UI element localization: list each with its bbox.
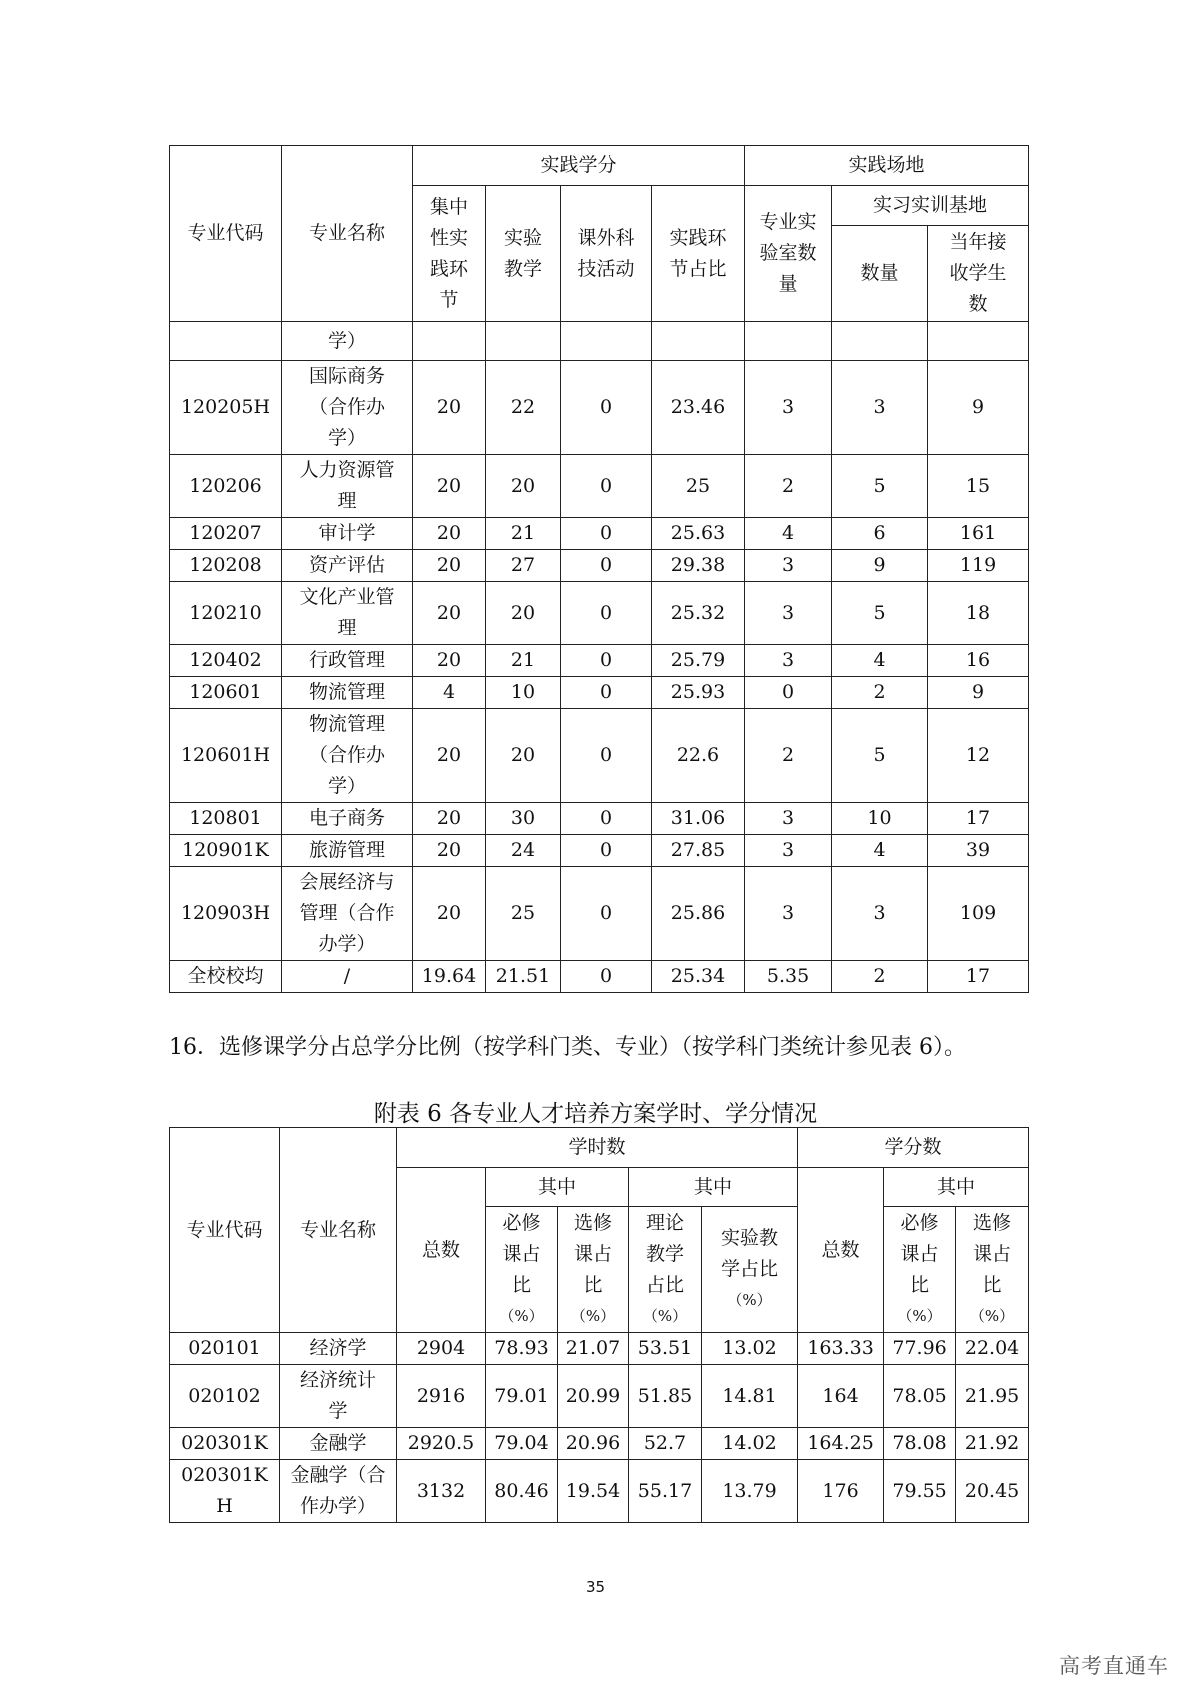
cell-code: 020101 (170, 1333, 280, 1365)
table-row (170, 361, 1029, 455)
cell-value: 21.95 (956, 1365, 1029, 1428)
col-header-among-2: 其中 (629, 1168, 798, 1207)
cell-value: 31.06 (652, 803, 745, 835)
cell-value: 19.64 (413, 961, 486, 993)
cell-value: 20 (486, 455, 561, 518)
hours-credits-table (169, 1127, 1029, 1523)
cell-value: 2916 (397, 1365, 486, 1428)
cell-value: 10 (486, 677, 561, 709)
cell-value: 27.85 (652, 835, 745, 867)
watermark: 高考直通车 (1059, 1654, 1169, 1678)
cell-value: 79.55 (884, 1460, 956, 1523)
col-header-total-credits: 总数 (798, 1168, 884, 1333)
cell-value: 2 (745, 455, 832, 518)
cell-value: 12 (928, 709, 1029, 803)
cell-value: 119 (928, 550, 1029, 582)
cell-value: 79.04 (486, 1428, 558, 1460)
cell-value: 6 (832, 518, 928, 550)
cell-value: 27 (486, 550, 561, 582)
col-header-labs: 专业实 验室数 量 (745, 186, 832, 322)
cell-value: 25.93 (652, 677, 745, 709)
cell-value: 3 (745, 550, 832, 582)
cell-value: 14.02 (702, 1428, 798, 1460)
cell-value: 163.33 (798, 1333, 884, 1365)
cell-value: 20 (413, 550, 486, 582)
cell-value: 3 (745, 803, 832, 835)
table-row (170, 803, 1029, 835)
col-header-name: 专业名称 (282, 146, 413, 322)
cell-code: 120402 (170, 645, 282, 677)
cell-name: 金融学 (280, 1428, 397, 1460)
cell-name: 物流管理 （合作办 学） (282, 709, 413, 803)
col-header-elective-credits: 选修 课占 比 （%） (956, 1207, 1029, 1333)
cell-value: 22 (486, 361, 561, 455)
cell-value: 0 (561, 709, 652, 803)
cell-value: 0 (561, 803, 652, 835)
cell-value: 20 (413, 582, 486, 645)
cell-name: 旅游管理 (282, 835, 413, 867)
table-row (170, 961, 1029, 993)
cell-value: 18 (928, 582, 1029, 645)
table-row (170, 835, 1029, 867)
cell-value: 3 (745, 645, 832, 677)
cell-code: 120903H (170, 867, 282, 961)
col-header-code: 专业代码 (170, 146, 282, 322)
cell-value: 0 (561, 361, 652, 455)
cell-value: 5 (832, 455, 928, 518)
cell-value: 21.92 (956, 1428, 1029, 1460)
cell-value: 51.85 (629, 1365, 702, 1428)
cell-value: 0 (561, 677, 652, 709)
cell-value: 25.32 (652, 582, 745, 645)
cell-value: 21 (486, 645, 561, 677)
cell-code: 120601 (170, 677, 282, 709)
cell-value: 3 (832, 867, 928, 961)
cell-value: 23.46 (652, 361, 745, 455)
cell-name: / (282, 961, 413, 993)
table-row (170, 1365, 1029, 1428)
cell-value: 25.86 (652, 867, 745, 961)
cell-name: 金融学（合 作办学） (280, 1460, 397, 1523)
cell-value: 20 (413, 455, 486, 518)
page-number: 35 (585, 1578, 606, 1596)
cell-code: 120601H (170, 709, 282, 803)
cell-value: 78.93 (486, 1333, 558, 1365)
cell-value: 2920.5 (397, 1428, 486, 1460)
practice-credits-table (169, 145, 1029, 993)
cell-value: 25.63 (652, 518, 745, 550)
cell-code: 120207 (170, 518, 282, 550)
cell-value: 52.7 (629, 1428, 702, 1460)
cell-value: 25.34 (652, 961, 745, 993)
cell-value: 3132 (397, 1460, 486, 1523)
cell-code (170, 322, 282, 361)
cell-code: 020102 (170, 1365, 280, 1428)
col-header-concentrated: 集中 性实 践环 节 (413, 186, 486, 322)
col-header-credits: 学分数 (798, 1128, 1029, 1168)
cell-value: 109 (928, 867, 1029, 961)
cell-value: 20 (413, 835, 486, 867)
cell-value: 20.96 (558, 1428, 629, 1460)
table-row (170, 455, 1029, 518)
cell-value: 4 (832, 645, 928, 677)
cell-value: 20 (413, 518, 486, 550)
cell-value: 0 (561, 867, 652, 961)
cell-code: 120901K (170, 835, 282, 867)
cell-name: 学） (282, 322, 413, 361)
cell-name: 行政管理 (282, 645, 413, 677)
cell-value: 20 (413, 709, 486, 803)
table-row (170, 677, 1029, 709)
table-row (170, 582, 1029, 645)
cell-value: 3 (745, 361, 832, 455)
cell-value: 20 (486, 582, 561, 645)
cell-value: 25 (652, 455, 745, 518)
col-header-practice-sites: 实践场地 (745, 146, 1029, 186)
cell-name: 经济学 (280, 1333, 397, 1365)
cell-value: 10 (832, 803, 928, 835)
col-header-code: 专业代码 (170, 1128, 280, 1333)
cell-value: 5 (832, 582, 928, 645)
cell-value: 80.46 (486, 1460, 558, 1523)
table-row (170, 322, 1029, 361)
cell-value: 3 (745, 835, 832, 867)
col-header-students: 当年接 收学生 数 (928, 226, 1029, 322)
cell-value: 161 (928, 518, 1029, 550)
section-paragraph: 16．选修课学分占总学分比例（按学科门类、专业）（按学科门类统计参见表 6）。 (169, 1035, 966, 1060)
cell-value: 164 (798, 1365, 884, 1428)
cell-name: 物流管理 (282, 677, 413, 709)
cell-name: 文化产业管 理 (282, 582, 413, 645)
cell-value: 21.51 (486, 961, 561, 993)
cell-value: 14.81 (702, 1365, 798, 1428)
col-header-base-count: 数量 (832, 226, 928, 322)
cell-name: 国际商务 （合作办 学） (282, 361, 413, 455)
cell-value: 20 (413, 361, 486, 455)
col-header-bases: 实习实训基地 (832, 186, 1029, 226)
cell-value: 78.08 (884, 1428, 956, 1460)
cell-value: 13.02 (702, 1333, 798, 1365)
cell-value: 20 (413, 645, 486, 677)
cell-value: 0 (561, 550, 652, 582)
col-header-extracurricular: 课外科 技活动 (561, 186, 652, 322)
cell-value: 0 (561, 455, 652, 518)
cell-value: 13.79 (702, 1460, 798, 1523)
cell-value: 25 (486, 867, 561, 961)
cell-value: 164.25 (798, 1428, 884, 1460)
cell-value: 20 (413, 803, 486, 835)
cell-value: 3 (745, 582, 832, 645)
cell-value: 2 (745, 709, 832, 803)
cell-value: 20 (486, 709, 561, 803)
cell-value: 5 (832, 709, 928, 803)
col-header-hours: 学时数 (397, 1128, 798, 1168)
cell-value: 29.38 (652, 550, 745, 582)
col-header-elective-hours: 选修 课占 比 （%） (558, 1207, 629, 1333)
cell-value: 78.05 (884, 1365, 956, 1428)
cell-value: 4 (832, 835, 928, 867)
cell-value: 2904 (397, 1333, 486, 1365)
cell-value: 39 (928, 835, 1029, 867)
cell-value: 16 (928, 645, 1029, 677)
col-header-among-3: 其中 (884, 1168, 1029, 1207)
cell-value: 3 (832, 361, 928, 455)
cell-value: 77.96 (884, 1333, 956, 1365)
cell-value: 22.04 (956, 1333, 1029, 1365)
table-row (170, 1333, 1029, 1365)
cell-code: 120801 (170, 803, 282, 835)
table-row (170, 867, 1029, 961)
cell-value: 3 (745, 867, 832, 961)
cell-value: 9 (832, 550, 928, 582)
cell-value: 20.45 (956, 1460, 1029, 1523)
cell-value: 0 (561, 961, 652, 993)
cell-name: 电子商务 (282, 803, 413, 835)
cell-value: 176 (798, 1460, 884, 1523)
table-row (170, 1460, 1029, 1523)
cell-value: 19.54 (558, 1460, 629, 1523)
table-row (170, 645, 1029, 677)
cell-value: 79.01 (486, 1365, 558, 1428)
cell-name: 经济统计 学 (280, 1365, 397, 1428)
cell-value: 21 (486, 518, 561, 550)
cell-code: 020301K H (170, 1460, 280, 1523)
cell-name: 资产评估 (282, 550, 413, 582)
cell-value: 9 (928, 677, 1029, 709)
col-header-name: 专业名称 (280, 1128, 397, 1333)
table-row (170, 518, 1029, 550)
cell-name: 人力资源管 理 (282, 455, 413, 518)
col-header-among-1: 其中 (486, 1168, 629, 1207)
cell-value: 25.79 (652, 645, 745, 677)
col-header-practice-ratio: 实践环 节占比 (652, 186, 745, 322)
col-header-experiment: 实验教 学占比 （%） (702, 1207, 798, 1333)
cell-value: 4 (413, 677, 486, 709)
cell-value: 0 (561, 645, 652, 677)
table-row (170, 1428, 1029, 1460)
col-header-theory: 理论 教学 占比 （%） (629, 1207, 702, 1333)
table-row (170, 709, 1029, 803)
col-header-required-hours: 必修 课占 比 （%） (486, 1207, 558, 1333)
cell-code: 120208 (170, 550, 282, 582)
col-header-total-hours: 总数 (397, 1168, 486, 1333)
cell-value: 53.51 (629, 1333, 702, 1365)
cell-value: 9 (928, 361, 1029, 455)
cell-value: 30 (486, 803, 561, 835)
col-header-experiment: 实验 教学 (486, 186, 561, 322)
col-header-required-credits: 必修 课占 比 （%） (884, 1207, 956, 1333)
cell-code: 全校校均 (170, 961, 282, 993)
cell-value: 0 (561, 518, 652, 550)
table-row (170, 550, 1029, 582)
col-header-practice-credits: 实践学分 (413, 146, 745, 186)
cell-name: 审计学 (282, 518, 413, 550)
cell-value: 2 (832, 961, 928, 993)
cell-value: 4 (745, 518, 832, 550)
cell-value: 5.35 (745, 961, 832, 993)
cell-code: 120205H (170, 361, 282, 455)
cell-value: 22.6 (652, 709, 745, 803)
cell-value: 0 (745, 677, 832, 709)
cell-code: 020301K (170, 1428, 280, 1460)
cell-value: 2 (832, 677, 928, 709)
cell-value: 55.17 (629, 1460, 702, 1523)
cell-value: 17 (928, 803, 1029, 835)
cell-name: 会展经济与 管理（合作 办学） (282, 867, 413, 961)
cell-value: 21.07 (558, 1333, 629, 1365)
cell-value: 20.99 (558, 1365, 629, 1428)
cell-value: 17 (928, 961, 1029, 993)
cell-value: 0 (561, 835, 652, 867)
cell-value: 24 (486, 835, 561, 867)
cell-value: 15 (928, 455, 1029, 518)
cell-value: 20 (413, 867, 486, 961)
cell-value: 0 (561, 582, 652, 645)
cell-code: 120206 (170, 455, 282, 518)
table-caption: 附表 6 各专业人才培养方案学时、学分情况 (373, 1101, 818, 1127)
cell-code: 120210 (170, 582, 282, 645)
